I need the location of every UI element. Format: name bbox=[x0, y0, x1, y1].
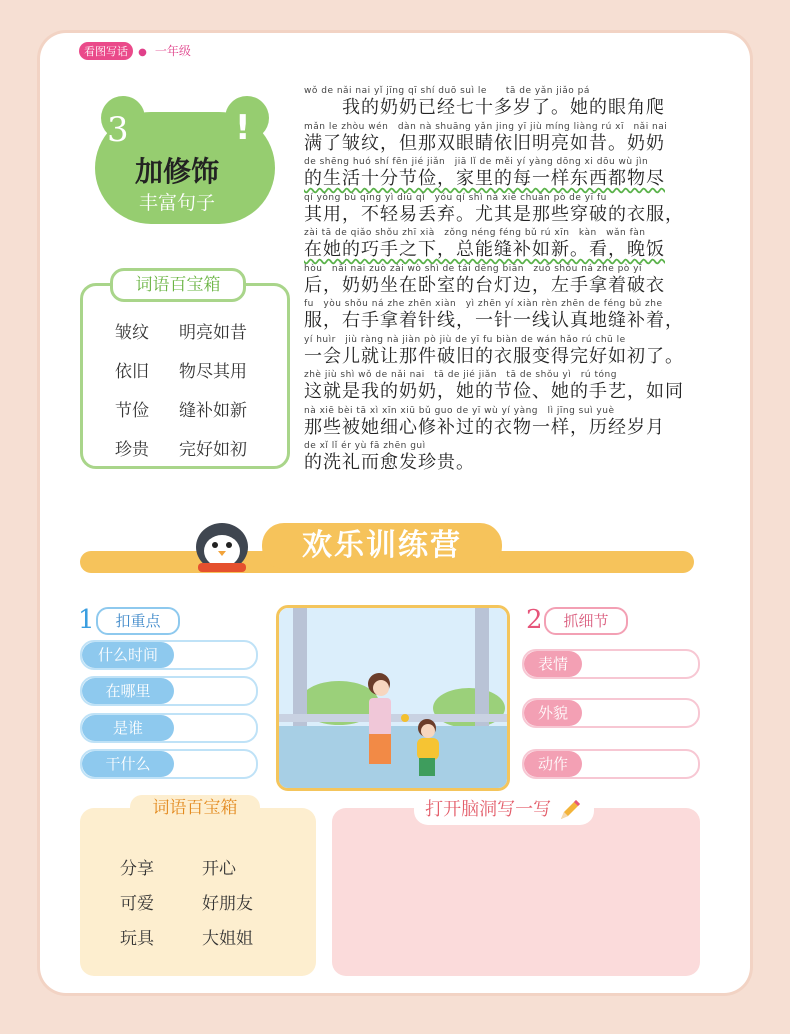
answer-line[interactable] bbox=[80, 749, 258, 779]
prompt-tag: 是谁 bbox=[82, 715, 174, 741]
passage-line bbox=[304, 156, 704, 192]
passage-line bbox=[304, 227, 704, 263]
answer-line[interactable] bbox=[80, 713, 258, 743]
answer-line[interactable] bbox=[80, 640, 258, 670]
word-box-label: 词语百宝箱 bbox=[110, 268, 246, 302]
prompt-tag: 动作 bbox=[524, 751, 582, 777]
passage-line bbox=[304, 121, 704, 157]
hanzi-line: 其用，不轻易丢弃。尤其是那些穿破的衣服， bbox=[304, 203, 684, 225]
pinyin-line: zhè jiù shì wǒ de nǎi nai tā de jié jiǎn tā de shǒu yì rú tóng bbox=[304, 370, 617, 380]
word-item: 开心 bbox=[202, 859, 236, 879]
word-item: 完好如初 bbox=[179, 440, 247, 460]
lesson-number: 3 bbox=[107, 110, 129, 150]
word-item: 珍贵 bbox=[115, 440, 149, 460]
passage-line bbox=[304, 85, 704, 121]
workbook-page bbox=[40, 33, 750, 993]
hanzi-line: 那些被她细心修补过的衣物一样，历经岁月 bbox=[304, 416, 665, 438]
pinyin-line: hòu nǎi nai zuò zài wò shì de tái dēng biān zuǒ shǒu ná zhe pò yī bbox=[304, 263, 643, 274]
scene-picture bbox=[276, 605, 510, 791]
word-item: 明亮如昔 bbox=[179, 323, 247, 343]
pinyin-line: wǒ de nǎi nai yǐ jīng qī shí duō suì le tā de yǎn jiǎo pá bbox=[304, 86, 590, 96]
word-item: 缝补如新 bbox=[179, 401, 247, 421]
section2-heading: 抓细节 bbox=[544, 607, 628, 635]
hanzi-line: 满了皱纹，但那双眼睛依旧明亮如昔。奶奶 bbox=[304, 132, 665, 154]
word-treasure-box-2 bbox=[80, 808, 316, 976]
hanzi-line: 后，奶奶坐在卧室的台灯边，左手拿着破衣 bbox=[304, 274, 665, 296]
passage-line bbox=[304, 263, 704, 299]
penguin-icon bbox=[190, 513, 254, 577]
prompt-tag: 外貌 bbox=[524, 700, 582, 726]
hanzi-line: 的洗礼而愈发珍贵。 bbox=[304, 452, 475, 473]
pinyin-line: mǎn le zhòu wén dàn nà shuāng yǎn jing yī jiù míng liàng rú xī nǎi nai bbox=[304, 121, 668, 132]
pinyin-line: de xǐ lǐ ér yù fā zhēn guì bbox=[304, 441, 426, 451]
word-treasure-box bbox=[80, 283, 290, 469]
passage-line bbox=[304, 405, 704, 441]
word-item: 分享 bbox=[120, 859, 154, 879]
prompt-tag: 在哪里 bbox=[82, 678, 174, 704]
answer-line[interactable] bbox=[80, 676, 258, 706]
section2-number: 2 bbox=[526, 605, 543, 635]
grade-label: 一年级 bbox=[154, 44, 191, 58]
series-header bbox=[79, 40, 191, 60]
prompt-tag: 干什么 bbox=[82, 751, 174, 777]
passage-line bbox=[304, 192, 704, 228]
scene-illustration bbox=[279, 608, 507, 788]
passage-line bbox=[304, 369, 704, 405]
passage-line bbox=[304, 298, 704, 334]
reading-passage bbox=[304, 85, 704, 476]
answer-line[interactable] bbox=[522, 698, 700, 728]
word-item: 依旧 bbox=[115, 362, 149, 382]
passage-line bbox=[304, 440, 704, 476]
prompt-tag: 表情 bbox=[524, 651, 582, 677]
prompt-tag: 什么时间 bbox=[82, 642, 174, 668]
word-item: 可爱 bbox=[120, 894, 154, 914]
word-item: 玩具 bbox=[120, 929, 154, 949]
word-grid bbox=[120, 854, 292, 949]
lesson-badge bbox=[95, 96, 275, 226]
section1-heading: 扣重点 bbox=[96, 607, 180, 635]
hanzi-line: 在她的巧手之下，总能缝补如新。看，晚饭 bbox=[304, 239, 665, 260]
writing-prompt-text: 打开脑洞写一写 bbox=[425, 799, 552, 820]
camp-title: 欢乐训练营 bbox=[262, 523, 502, 569]
answer-line[interactable] bbox=[522, 649, 700, 679]
pinyin-line: nà xiē bèi tā xì xīn xiū bǔ guo de yī wù yí yàng lì jīng suì yuè bbox=[304, 405, 615, 416]
hanzi-line: 我的奶奶已经七十多岁了。她的眼角爬 bbox=[304, 97, 665, 118]
word-item: 皱纹 bbox=[115, 323, 149, 343]
pinyin-line: de shēng huó shí fēn jié jiǎn jiā lǐ de měi yí yàng dōng xi dōu wù jìn bbox=[304, 157, 649, 167]
word-item: 好朋友 bbox=[202, 894, 253, 914]
passage-line bbox=[304, 334, 704, 370]
pinyin-line: qí yòng bù qīng yì diū qì yóu qí shì nà xiē chuān pò de yī fu bbox=[304, 192, 607, 203]
word-box-label-2: 词语百宝箱 bbox=[130, 795, 260, 821]
word-item: 大姐姐 bbox=[202, 929, 253, 949]
pinyin-line: yí huìr jiù ràng nà jiàn pò jiù de yī fu biàn de wán hǎo rú chū le bbox=[304, 334, 626, 345]
word-grid bbox=[115, 318, 269, 460]
word-item: 物尽其用 bbox=[179, 362, 247, 382]
series-title: 看图写话 bbox=[79, 42, 133, 60]
writing-prompt-label bbox=[414, 795, 594, 825]
section1-number: 1 bbox=[78, 605, 95, 635]
lesson-title: 加修饰 bbox=[135, 155, 220, 188]
hanzi-line: 的生活十分节俭，家里的每一样东西都物尽 bbox=[304, 168, 665, 189]
exclamation-icon: ! bbox=[235, 108, 251, 148]
bullet-dot: ● bbox=[138, 47, 147, 58]
hanzi-line: 服，右手拿着针线，一针一线认真地缝补着， bbox=[304, 310, 684, 331]
pinyin-line: fu yòu shǒu ná zhe zhēn xiàn yì zhēn yí xiàn rèn zhēn de féng bǔ zhe bbox=[304, 299, 663, 309]
pinyin-line: zài tā de qiǎo shǒu zhī xià zǒng néng féng bǔ rú xīn kàn wǎn fàn bbox=[304, 228, 646, 238]
lesson-subtitle: 丰富句子 bbox=[139, 192, 216, 214]
hanzi-line: 这就是我的奶奶，她的节俭、她的手艺，如同 bbox=[304, 381, 684, 402]
pencil-icon bbox=[557, 797, 583, 823]
writing-area[interactable] bbox=[332, 808, 700, 976]
word-item: 节俭 bbox=[115, 401, 149, 421]
hanzi-line: 一会儿就让那件破旧的衣服变得完好如初了。 bbox=[304, 345, 684, 367]
answer-line[interactable] bbox=[522, 749, 700, 779]
